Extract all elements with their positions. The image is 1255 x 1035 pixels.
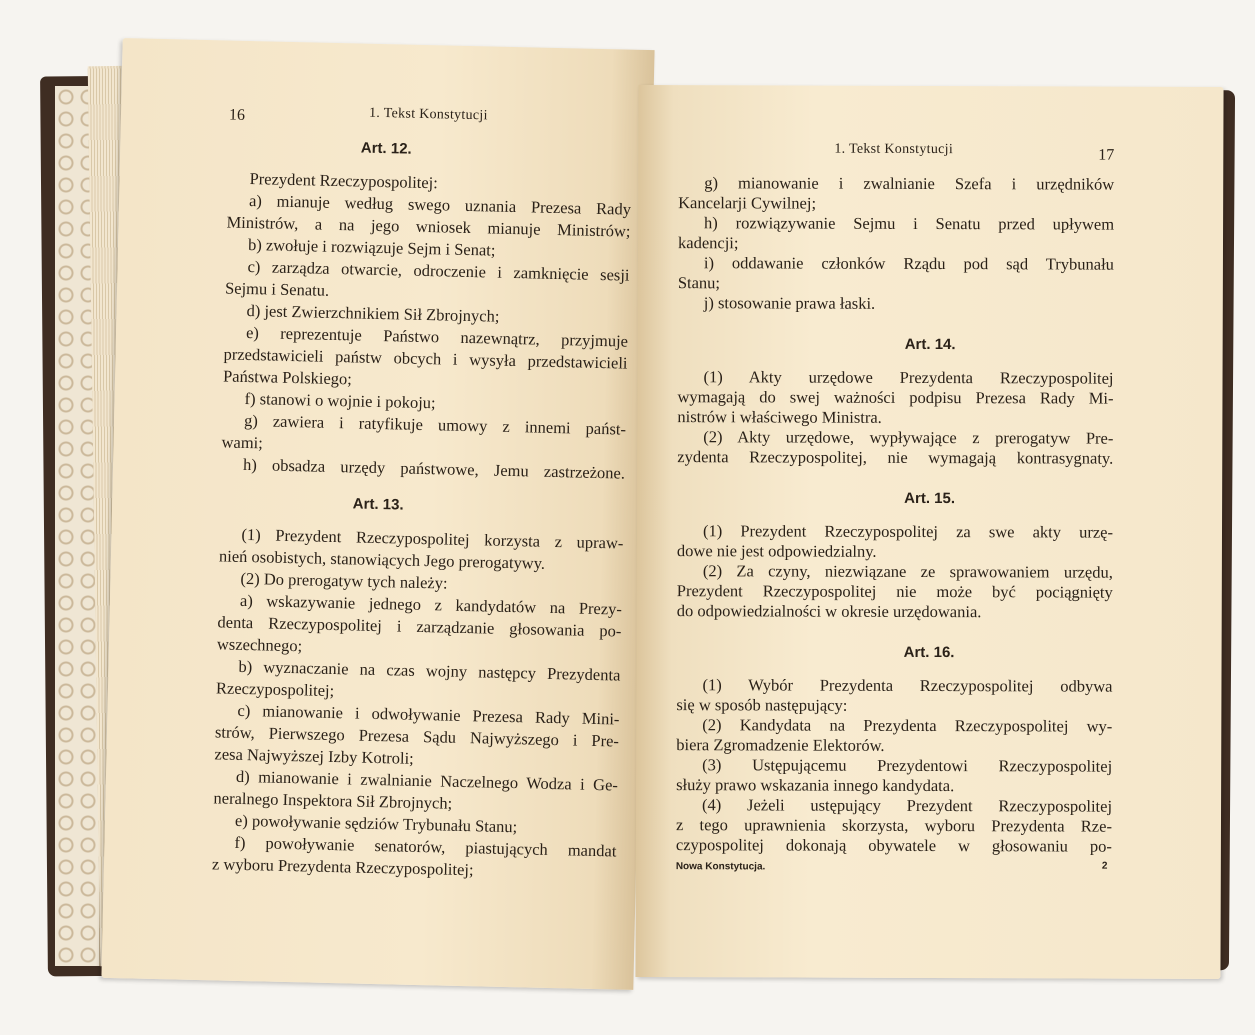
text-line: denta Rzeczypospolitej i zarządzanie głosowania po- <box>217 612 622 641</box>
text-line: (1) Akty urzędowe Prezydenta Rzeczypospolitej <box>703 367 1114 388</box>
text-line: Kancelarji Cywilnej; <box>678 193 817 213</box>
text-line: zydenta Rzeczypospolitej, nie wymagają kontrasygnaty. <box>677 447 1114 468</box>
text-line: zesa Najwyższej Izby Kotroli; <box>214 744 414 768</box>
text-line: d) jest Zwierzchnikiem Sił Zbrojnych; <box>246 300 500 326</box>
text-line: Prezydent Rzeczypospolitej nie może być pociągnięty <box>676 581 1113 602</box>
text-line: strów, Pierwszego Prezesa Sądu Najwyższego i Pre- <box>214 722 620 751</box>
text-line: d) mianowanie i zwalnianie Naczelnego Wodza i Ge- <box>235 766 619 795</box>
text-line: z tego uprawnienia skorzysta, wyboru Prezydenta Rze- <box>675 815 1113 836</box>
text-line: neralnego Inspektora Sił Zbrojnych; <box>213 788 453 813</box>
running-head: 1. Tekst Konstytucji <box>368 105 488 124</box>
text-line: Państwa Polskiego; <box>222 366 353 389</box>
text-line: z wyboru Prezydenta Rzeczypospolitej; <box>211 854 474 880</box>
text-line: się w sposób następujący: <box>676 695 848 715</box>
text-line: (2) Za czyny, niezwiązane ze sprawowaniem urzędu, <box>702 561 1113 582</box>
right-page <box>635 85 1223 979</box>
text-line: (2) Do prerogatyw tych należy: <box>240 568 448 593</box>
text-line: b) zwołuje i rozwiązuje Sejm i Senat; <box>247 234 496 260</box>
text-line: e) powoływanie sędziów Trybunału Stanu; <box>234 810 518 837</box>
text-line: (1) Prezydent Rzeczypospolitej za swe akty urzę- <box>702 521 1114 542</box>
text-line: (4) Jeżeli ustępujący Prezydent Rzeczypospolitej <box>702 795 1113 816</box>
text-line: h) rozwiązywanie Sejmu i Senatu przed upływem <box>704 213 1115 234</box>
text-line: wymagają do swej ważności podpisu Prezesa Rady Mi- <box>677 387 1114 408</box>
text-line: Ministrów, a na jego wniosek mianuje Ministrów; <box>226 212 631 241</box>
text-line: (1) Wybór Prezydenta Rzeczypospolitej odbywa <box>702 675 1113 696</box>
text-line: Stanu; <box>677 273 721 293</box>
text-line: nistrów i właściwego Ministra. <box>677 407 882 427</box>
text-line: a) mianuje według swego uznania Prezesa Rady <box>248 190 632 219</box>
text-line: do odpowiedzialności w okresie urzędowania. <box>676 601 982 622</box>
text-line: h) obsadza urzędy państwowe, Jemu zastrzeżone. <box>242 454 626 483</box>
text-line: dowe nie jest odpowiedzialny. <box>676 541 877 561</box>
left-page <box>101 38 654 990</box>
text-line: wszechnego; <box>216 634 303 656</box>
article-heading: Art. 13. <box>352 495 404 514</box>
signature-mark: 2 <box>1101 860 1108 872</box>
text-line: (1) Prezydent Rzeczypospolitej korzysta z upraw- <box>241 524 624 553</box>
text-line: g) zawiera i ratyfikuje umowy z innemi państ- <box>243 410 627 439</box>
article-heading: Art. 15. <box>904 489 956 508</box>
text-line: g) mianowanie i zwalnianie Szefa i urzędników <box>704 173 1115 194</box>
text-line: (2) Kandydata na Prezydenta Rzeczypospolitej wy- <box>702 715 1113 736</box>
text-line: nień osobistych, stanowiących Jego prerogatywy. <box>218 546 546 573</box>
text-line: (3) Ustępującemu Prezydentowi Rzeczypospolitej <box>702 755 1113 776</box>
text-line: biera Zgromadzenie Elektorów. <box>676 735 885 755</box>
text-line: c) mianowanie i odwoływanie Prezesa Rady Mini- <box>237 700 620 729</box>
footer-title: Nowa Konstytucja. <box>675 861 766 873</box>
text-line: i) oddawanie członków Rządu pod sąd Trybunału <box>703 253 1114 274</box>
text-line: Prezydent Rzeczypospolitej: <box>249 169 439 193</box>
page-number: 17 <box>1098 146 1115 164</box>
text-line: czypospolitej dokonają obywatele w głosowaniu po- <box>675 835 1112 856</box>
running-head: 1. Tekst Konstytucji <box>834 141 954 158</box>
article-heading: Art. 12. <box>360 139 412 158</box>
article-heading: Art. 14. <box>904 335 956 354</box>
text-line: wami; <box>221 432 264 453</box>
text-line: kadencji; <box>677 233 739 253</box>
text-line: Rzeczypospolitej; <box>215 678 335 701</box>
text-line: f) powoływanie senatorów, piastujących mandat <box>234 832 617 861</box>
text-line: f) stanowi o wojnie i pokoju; <box>244 388 436 413</box>
text-line: (2) Akty urzędowe, wypływające z prerogatyw Pre- <box>703 427 1114 448</box>
text-line: c) zarządza otwarcie, odroczenie i zamknięcie sesji <box>247 256 630 285</box>
text-line: Sejmu i Senatu. <box>224 278 330 300</box>
text-line: a) wskazywanie jednego z kandydatów na Prezy- <box>239 590 623 619</box>
text-line: służy prawo wskazania innego kandydata. <box>676 775 955 796</box>
article-heading: Art. 16. <box>903 643 955 662</box>
text-line: przedstawicieli państw obcych i wysyła przedstawicieli <box>223 344 628 373</box>
text-line: j) stosowanie prawa łaski. <box>703 293 876 313</box>
page-number: 16 <box>228 106 246 124</box>
text-line: e) reprezentuje Państwo nazewnątrz, przyjmuje <box>245 322 629 351</box>
text-line: b) wyznaczanie na czas wojny następcy Prezydenta <box>238 656 621 685</box>
